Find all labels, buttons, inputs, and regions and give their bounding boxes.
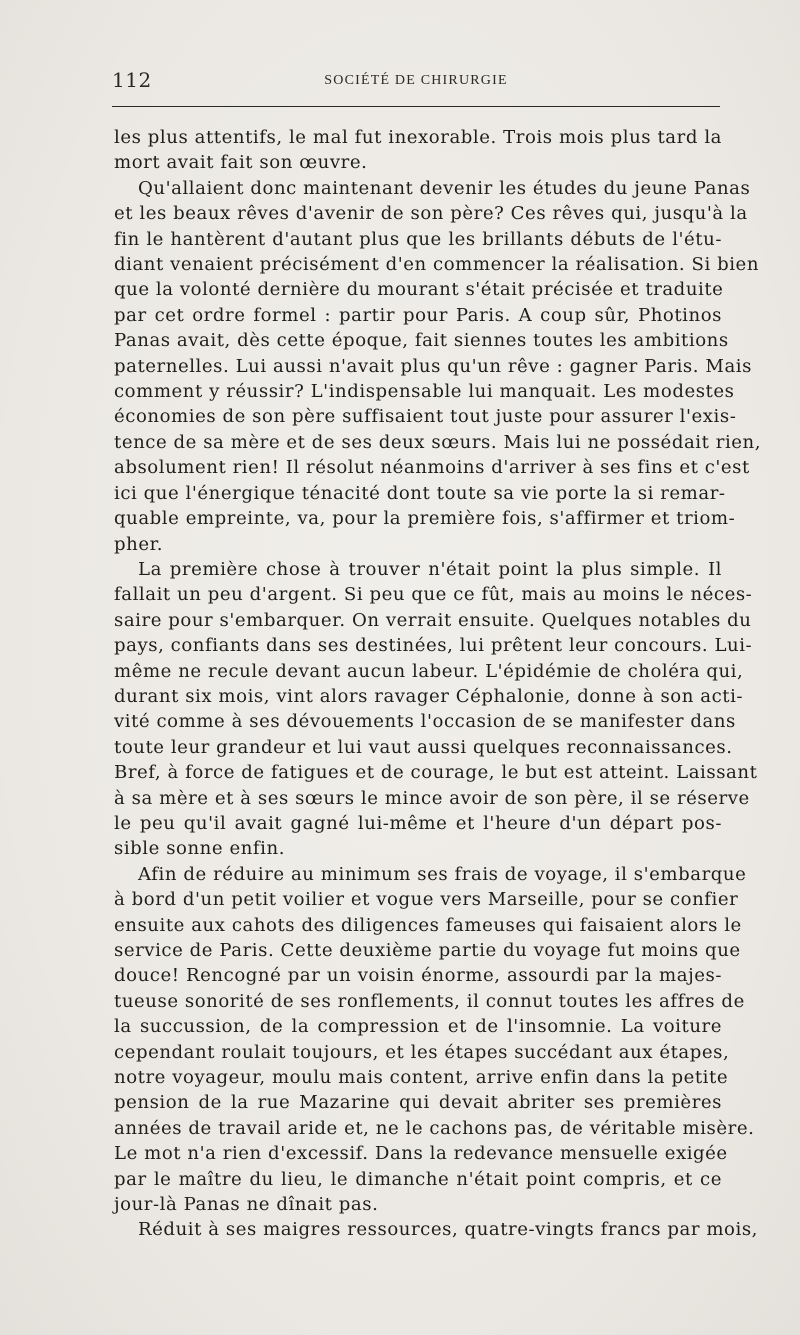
text-line: quable empreinte, va, pour la première fois, s'affirmer et triom-	[114, 508, 736, 530]
text-line: années de travail aride et, ne le cachons pas, de véritable misère.	[114, 1117, 755, 1139]
text-line: pension de la rue Mazarine qui devait abriter ses premières	[114, 1092, 722, 1114]
text-line: à bord d'un petit voilier et vogue vers Marseille, pour se confier	[114, 889, 739, 911]
text-line: Bref, à force de fatigues et de courage, le but est atteint. Laissant	[114, 762, 758, 784]
paragraph	[114, 862, 755, 1218]
body-text	[114, 125, 762, 1243]
text-line: toute leur grandeur et lui vaut aussi quelques reconnaissances.	[114, 736, 733, 758]
text-line: vité comme à ses dévouements l'occasion de se manifester dans	[114, 711, 736, 733]
text-line: saire pour s'embarquer. On verrait ensuite. Quelques notables du	[114, 609, 752, 631]
text-line: douce! Rencogné par un voisin énorme, assourdi par la majes-	[114, 965, 722, 987]
text-line: cependant roulait toujours, et les étapes succédant aux étapes,	[114, 1041, 730, 1063]
page-number: 112	[112, 68, 152, 92]
text-line: économies de son père suffisaient tout juste pour assurer l'exis-	[114, 406, 737, 428]
text-line: le peu qu'il avait gagné lui-même et l'heure d'un départ pos-	[114, 812, 722, 834]
text-line: la succussion, de la compression et de l'insomnie. La voiture	[114, 1016, 722, 1038]
text-line: durant six mois, vint alors ravager Céphalonie, donne à son acti-	[114, 685, 744, 707]
text-line: par cet ordre formel : partir pour Paris. A coup sûr, Photinos	[114, 304, 722, 326]
page-header	[112, 68, 720, 98]
text-line: Réduit à ses maigres ressources, quatre-vingts francs par mois,	[138, 1219, 758, 1241]
text-line: La première chose à trouver n'était point la plus simple. Il	[138, 558, 722, 580]
text-line: absolument rien! Il résolut néanmoins d'arriver à ses fins et c'est	[114, 457, 750, 479]
text-line: paternelles. Lui aussi n'avait plus qu'un rêve : gagner Paris. Mais	[114, 355, 752, 377]
text-line: notre voyageur, moulu mais content, arrive enfin dans la petite	[114, 1067, 729, 1089]
text-line: pays, confiants dans ses destinées, lui prêtent leur concours. Lui-	[114, 635, 753, 657]
text-line: ensuite aux cahots des diligences fameuses qui faisaient alors le	[114, 914, 742, 936]
text-line: Le mot n'a rien d'excessif. Dans la redevance mensuelle exigée	[114, 1143, 728, 1165]
text-line: jour-là Panas ne dînait pas.	[114, 1194, 379, 1216]
text-line: service de Paris. Cette deuxième partie du voyage fut moins que	[114, 940, 741, 961]
paragraph	[114, 557, 758, 862]
text-line: et les beaux rêves d'avenir de son père? Ces rêves qui, jusqu'à la	[114, 203, 748, 225]
header-rule	[112, 106, 720, 107]
text-line: comment y réussir? L'indispensable lui manquait. Les modestes	[114, 381, 735, 403]
running-head: SOCIÉTÉ DE CHIRURGIE	[324, 73, 508, 88]
text-line: même ne recule devant aucun labeur. L'épidémie de choléra qui,	[114, 660, 744, 682]
text-line: les plus attentifs, le mal fut inexorable. Trois mois plus tard la	[114, 127, 722, 148]
text-line: par le maître du lieu, le dimanche n'était point compris, et ce	[114, 1168, 722, 1190]
paragraph	[114, 176, 762, 557]
text-line: fin le hantèrent d'autant plus que les brillants débuts de l'étu-	[114, 228, 722, 250]
text-line: tence de sa mère et de ses deux sœurs. Mais lui ne possédait rien,	[114, 431, 762, 453]
text-line: diant venaient précisément d'en commencer la réalisation. Si bien	[114, 254, 760, 276]
text-line: Panas avait, dès cette époque, fait siennes toutes les ambitions	[114, 330, 729, 352]
text-line: fallait un peu d'argent. Si peu que ce fût, mais au moins le néces-	[114, 584, 753, 606]
paragraph	[114, 125, 722, 176]
text-line: Qu'allaient donc maintenant devenir les études du jeune Panas	[138, 177, 751, 199]
text-line: sible sonne enfin.	[114, 838, 285, 860]
text-line: Afin de réduire au minimum ses frais de voyage, il s'embarque	[138, 863, 747, 885]
text-line: mort avait fait son œuvre.	[114, 152, 368, 174]
text-line: à sa mère et à ses sœurs le mince avoir de son père, il se réserve	[114, 787, 750, 809]
text-line: que la volonté dernière du mourant s'était précisée et traduite	[114, 279, 724, 301]
text-line: pher.	[114, 533, 164, 555]
paragraph	[114, 1217, 758, 1242]
text-line: tueuse sonorité de ses ronflements, il connut toutes les affres de	[114, 990, 745, 1012]
text-line: ici que l'énergique ténacité dont toute sa vie porte la si remar-	[114, 482, 726, 504]
